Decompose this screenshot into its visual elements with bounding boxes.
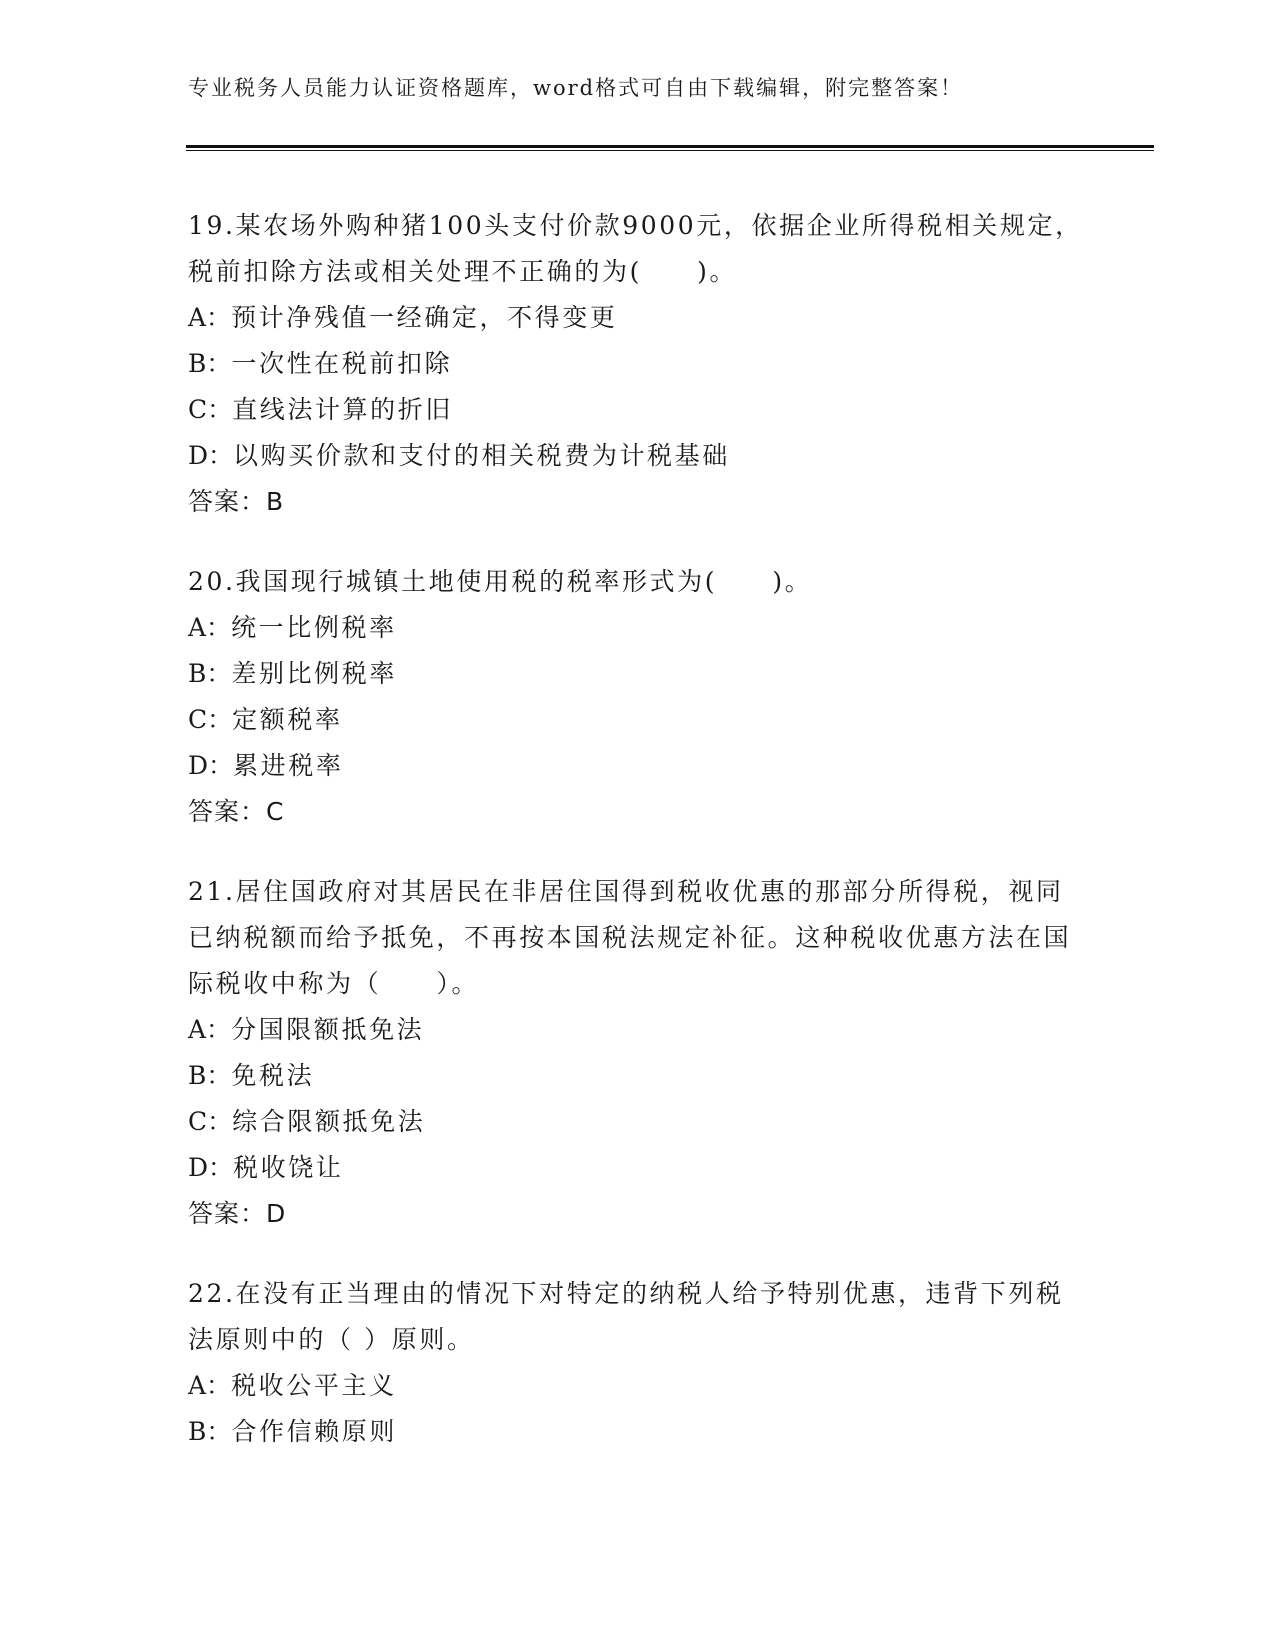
- option-letter: A：: [188, 613, 232, 642]
- option-letter: B：: [188, 1417, 232, 1446]
- answer-line: 答案：C: [188, 797, 285, 826]
- option-b: [188, 1053, 1088, 1099]
- question-list: [188, 203, 1088, 1489]
- header-divider-thin: [186, 150, 1154, 151]
- answer-line: 答案：D: [188, 1199, 287, 1228]
- option-text: 税收饶让: [233, 1153, 344, 1182]
- option-letter: A：: [188, 1371, 232, 1400]
- option-c: [188, 697, 1088, 743]
- option-letter: A：: [188, 303, 232, 332]
- option-b: [188, 1409, 1088, 1455]
- option-text: 以购买价款和支付的相关税费为计税基础: [233, 441, 730, 470]
- option-c: [188, 387, 1088, 433]
- option-b: [188, 341, 1088, 387]
- option-letter: C：: [188, 1107, 233, 1136]
- question-stem: 19.某农场外购种猪100头支付价款9000元，依据企业所得税相关规定，税前扣除方法或相关处理不正确的为( )。: [188, 211, 1083, 286]
- question-stem: 22.在没有正当理由的情况下对特定的纳税人给予特别优惠，违背下列税法原则中的（ ）原则。: [188, 1279, 1064, 1354]
- option-c: [188, 1099, 1088, 1145]
- option-letter: D：: [188, 1153, 234, 1182]
- option-d: [188, 433, 1088, 479]
- option-letter: D：: [188, 751, 234, 780]
- option-text: 统一比例税率: [231, 613, 397, 642]
- answer-line: 答案：B: [188, 487, 285, 516]
- option-letter: C：: [188, 705, 233, 734]
- option-b: [188, 651, 1088, 697]
- option-letter: D：: [188, 441, 234, 470]
- option-a: [188, 605, 1088, 651]
- option-text: 累进税率: [233, 751, 344, 780]
- option-text: 预计净残值一经确定，不得变更: [231, 303, 618, 332]
- question-stem: 21.居住国政府对其居民在非居住国得到税收优惠的那部分所得税，视同已纳税额而给予抵免，不再按本国税法规定补征。这种税收优惠方法在国际税收中称为（ ）。: [188, 877, 1072, 998]
- option-text: 合作信赖原则: [231, 1417, 397, 1446]
- option-letter: C：: [188, 395, 233, 424]
- question-20: [188, 559, 1088, 835]
- option-text: 一次性在税前扣除: [231, 349, 453, 378]
- option-text: 免税法: [231, 1061, 315, 1090]
- option-text: 税收公平主义: [231, 1371, 397, 1400]
- option-text: 分国限额抵免法: [231, 1015, 425, 1044]
- option-letter: A：: [188, 1015, 232, 1044]
- header-divider-thick: [186, 145, 1154, 148]
- option-text: 直线法计算的折旧: [232, 395, 453, 424]
- option-d: [188, 1145, 1088, 1191]
- option-letter: B：: [188, 1061, 232, 1090]
- option-a: [188, 295, 1088, 341]
- option-a: [188, 1363, 1088, 1409]
- document-header: 专业税务人员能力认证资格题库，word格式可自由下载编辑，附完整答案！: [188, 76, 964, 100]
- option-text: 综合限额抵免法: [232, 1107, 426, 1136]
- question-19: [188, 203, 1088, 525]
- option-letter: B：: [188, 349, 232, 378]
- option-text: 差别比例税率: [231, 659, 397, 688]
- question-21: [188, 869, 1088, 1237]
- option-a: [188, 1007, 1088, 1053]
- question-stem: 20.我国现行城镇土地使用税的税率形式为( )。: [188, 567, 813, 596]
- option-letter: B：: [188, 659, 232, 688]
- option-text: 定额税率: [232, 705, 343, 734]
- option-d: [188, 743, 1088, 789]
- question-22: [188, 1271, 1088, 1455]
